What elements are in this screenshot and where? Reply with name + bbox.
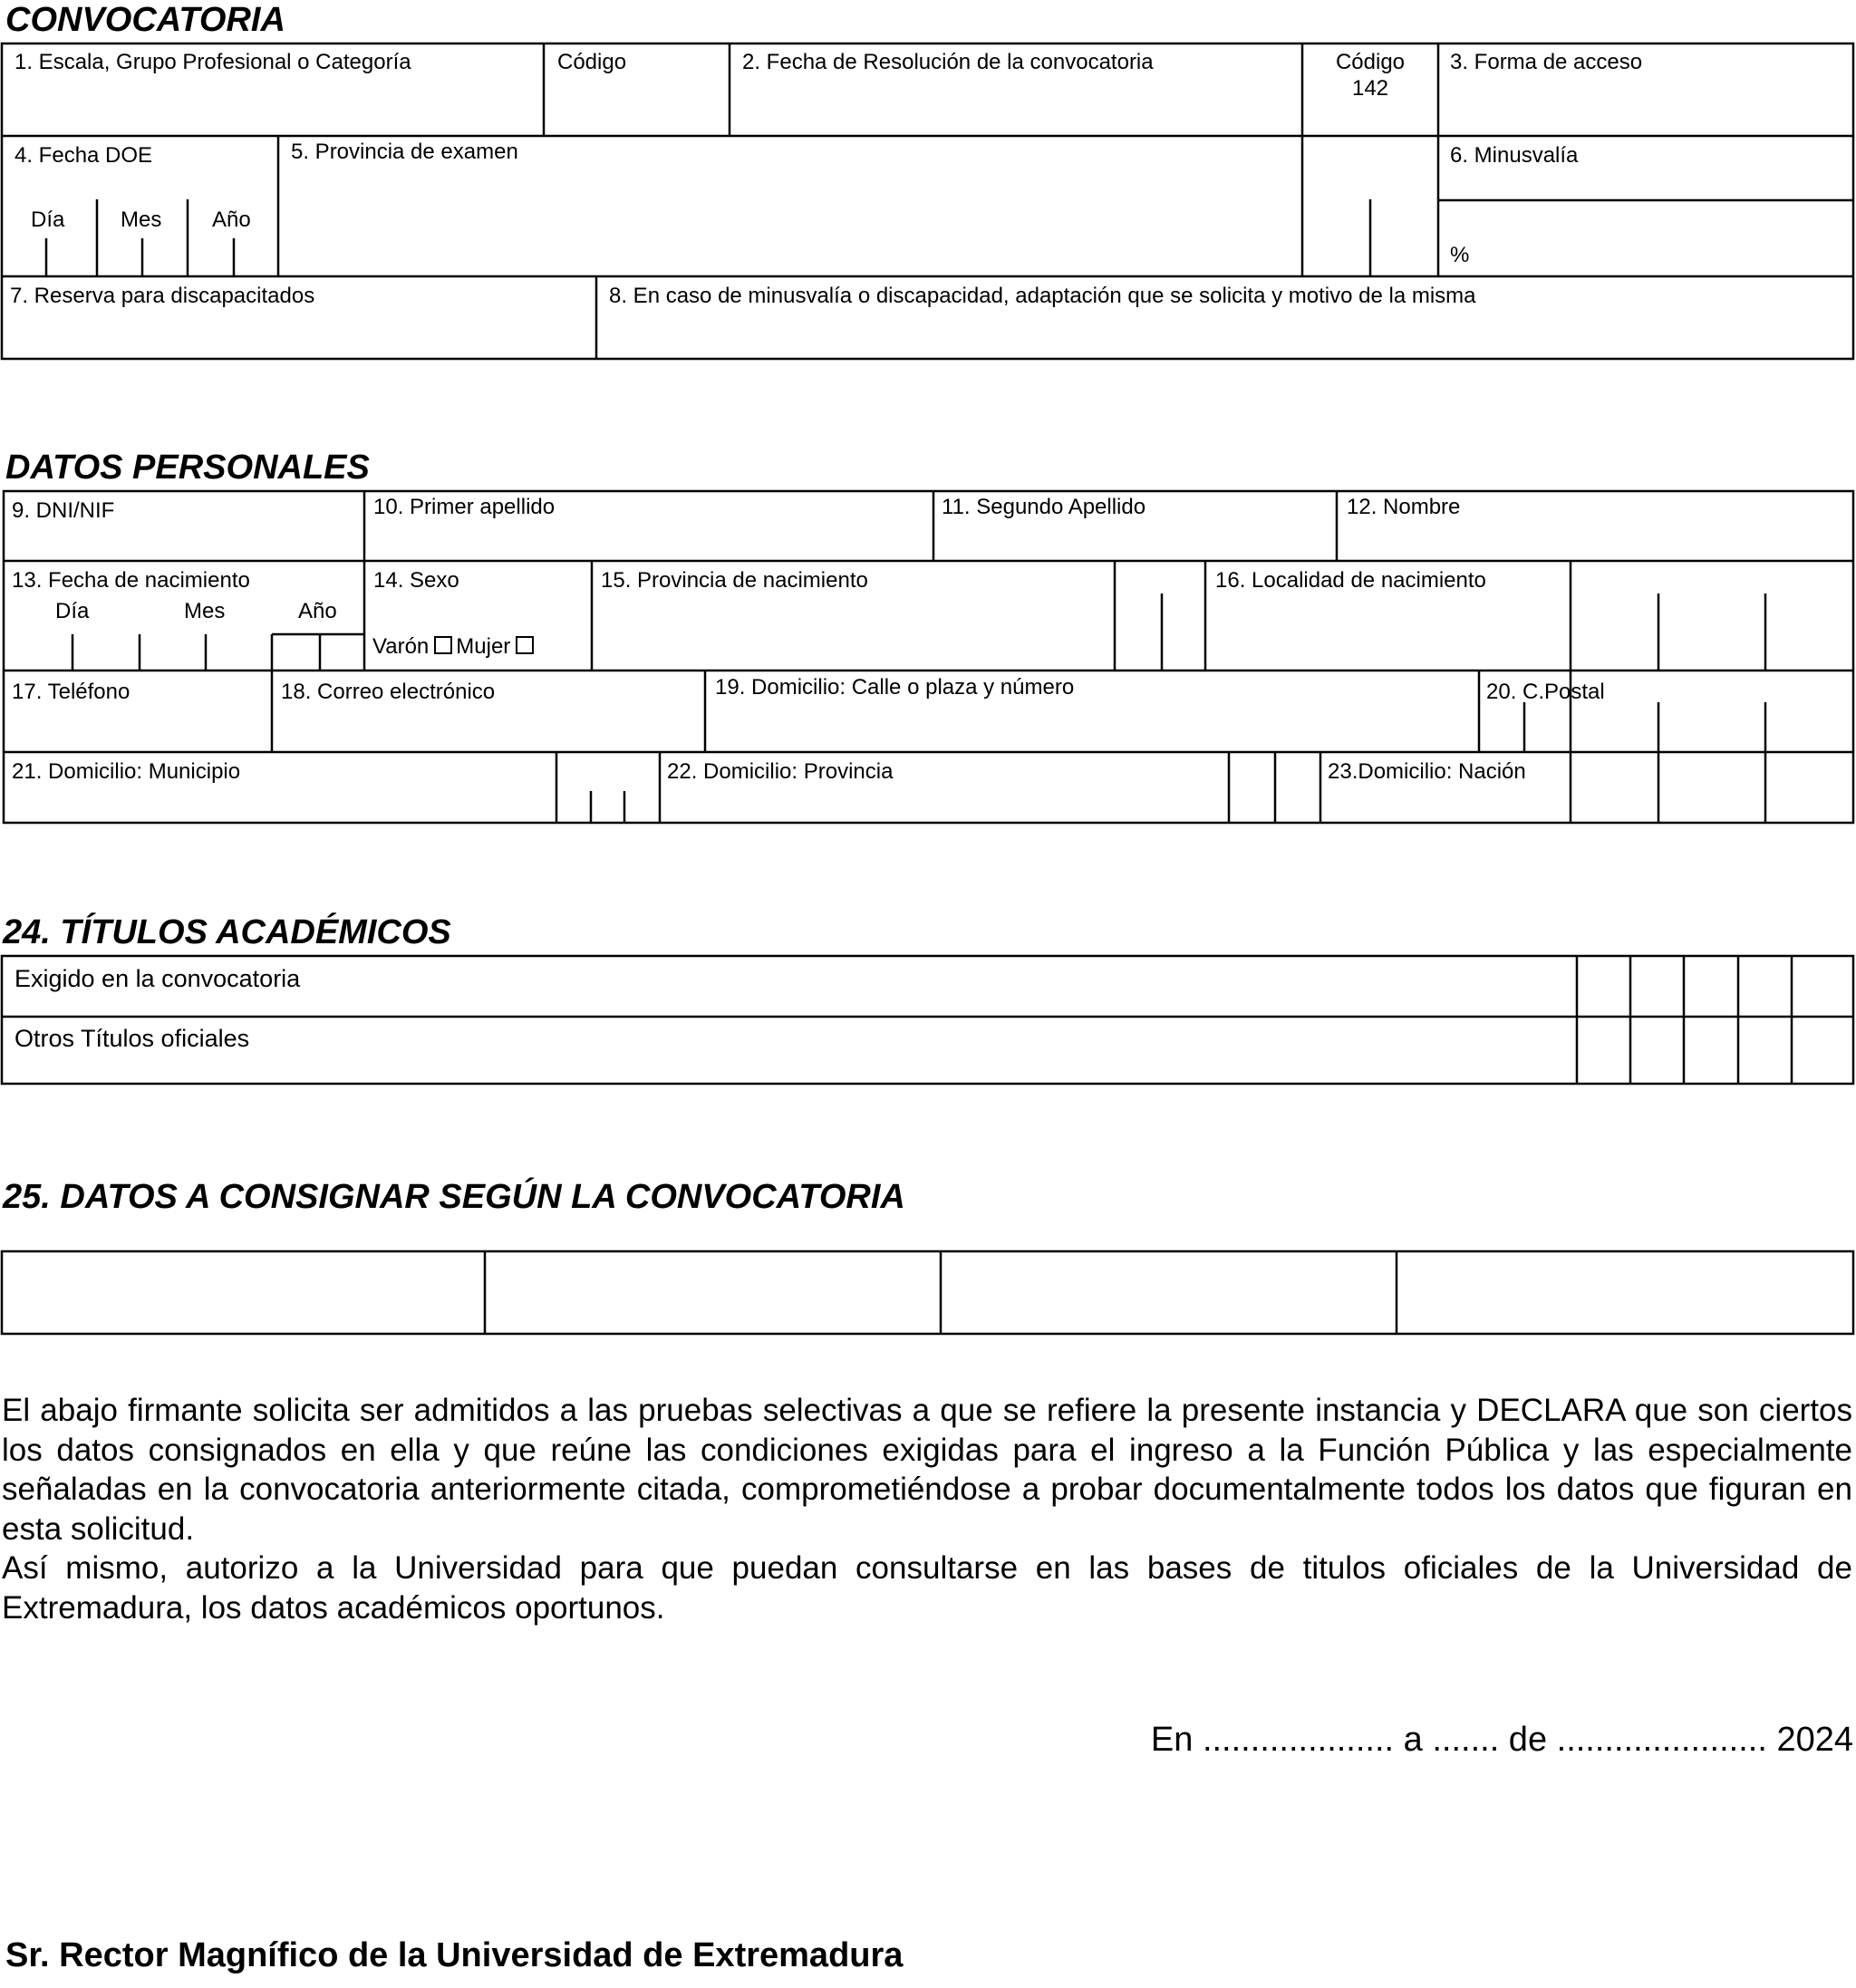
- heading-convocatoria: CONVOCATORIA: [5, 1, 285, 39]
- heading-titulos: 24. TÍTULOS ACADÉMICOS: [3, 913, 451, 951]
- consignar-box: [2, 1251, 1853, 1334]
- codigo2-value: 142: [1351, 76, 1389, 101]
- declaration-text: [2, 1391, 1852, 1628]
- escala-label: 1. Escala, Grupo Profesional o Categoría: [14, 50, 411, 74]
- minusvalia-percent: %: [1450, 243, 1470, 267]
- correo-label: 18. Correo electrónico: [281, 680, 496, 704]
- fecha-resolucion-label: 2. Fecha de Resolución de la convocatoria: [742, 50, 1154, 74]
- sexo-options: [372, 634, 537, 660]
- doe-dia-label: Día: [31, 207, 65, 232]
- municipio-label: 21. Domicilio: Municipio: [12, 759, 241, 784]
- adaptacion-label: 8. En caso de minusvalía o discapacidad, adaptación que se solicita y motivo de la misma: [609, 284, 1476, 308]
- nombre-label: 12. Nombre: [1347, 495, 1461, 519]
- forma-acceso-label: 3. Forma de acceso: [1450, 50, 1643, 74]
- varon-checkbox[interactable]: [434, 636, 452, 654]
- nacion-label: 23.Domicilio: Nación: [1328, 759, 1526, 784]
- fecha-doe-label: 4. Fecha DOE: [14, 143, 153, 168]
- mujer-checkbox[interactable]: [516, 636, 534, 654]
- declaration-paragraph-1: El abajo firmante solicita ser admitidos a las pruebas selectivas a que se refiere la presente instancia y DECLARA que son ciertos los datos consignados en ella y que reúne las condiciones exigidas para el ingreso a la Función Pública y las especialmente señaladas en la convocatoria anteriormente citada, comprometiéndose a probar documentalmente todos los datos que figuran en esta solicitud.: [2, 1393, 1852, 1547]
- provincia-nacimiento-label: 15. Provincia de nacimiento: [601, 568, 868, 593]
- codigo2-label: Código: [1335, 50, 1406, 74]
- minusvalia-label: 6. Minusvalía: [1450, 143, 1579, 168]
- recipient-line: Sr. Rector Magnífico de la Universidad de Extremadura: [5, 1936, 904, 1974]
- segundo-apellido-label: 11. Segundo Apellido: [942, 495, 1146, 519]
- signature-date-line: En .................... a ....... de ...................... 2024: [1150, 1721, 1853, 1759]
- heading-datos-personales: DATOS PERSONALES: [5, 449, 370, 487]
- nac-anio-label: Año: [298, 599, 337, 623]
- titulo-otros-label: Otros Títulos oficiales: [14, 1025, 250, 1052]
- nac-dia-label: Día: [55, 599, 90, 623]
- varon-label: Varón: [372, 634, 430, 659]
- codigo-label: Código: [557, 50, 627, 74]
- fecha-nacimiento-label: 13. Fecha de nacimiento: [12, 568, 250, 593]
- sexo-label: 14. Sexo: [373, 568, 459, 593]
- localidad-nacimiento-label: 16. Localidad de nacimiento: [1215, 568, 1486, 593]
- personales-box: [4, 491, 1853, 823]
- doe-anio-label: Año: [212, 207, 251, 232]
- dni-label: 9. DNI/NIF: [12, 498, 115, 523]
- nac-mes-label: Mes: [184, 599, 226, 623]
- reserva-label: 7. Reserva para discapacitados: [10, 284, 315, 308]
- heading-datos-consignar: 25. DATOS A CONSIGNAR SEGÚN LA CONVOCATORIA: [3, 1178, 905, 1216]
- mujer-label: Mujer: [456, 634, 511, 659]
- primer-apellido-label: 10. Primer apellido: [373, 495, 556, 519]
- provincia-label: 22. Domicilio: Provincia: [667, 759, 894, 784]
- domicilio-calle-label: 19. Domicilio: Calle o plaza y número: [715, 675, 1075, 700]
- cpostal-label: 20. C.Postal: [1486, 680, 1605, 704]
- telefono-label: 17. Teléfono: [12, 680, 130, 704]
- provincia-examen-label: 5. Provincia de examen: [291, 140, 518, 164]
- titulo-exigido-label: Exigido en la convocatoria: [14, 965, 301, 992]
- doe-mes-label: Mes: [121, 207, 162, 232]
- declaration-paragraph-2: Así mismo, autorizo a la Universidad para que puedan consultarse en las bases de titulos oficiales de la Universidad de Extremadura, los datos académicos oportunos.: [2, 1550, 1852, 1626]
